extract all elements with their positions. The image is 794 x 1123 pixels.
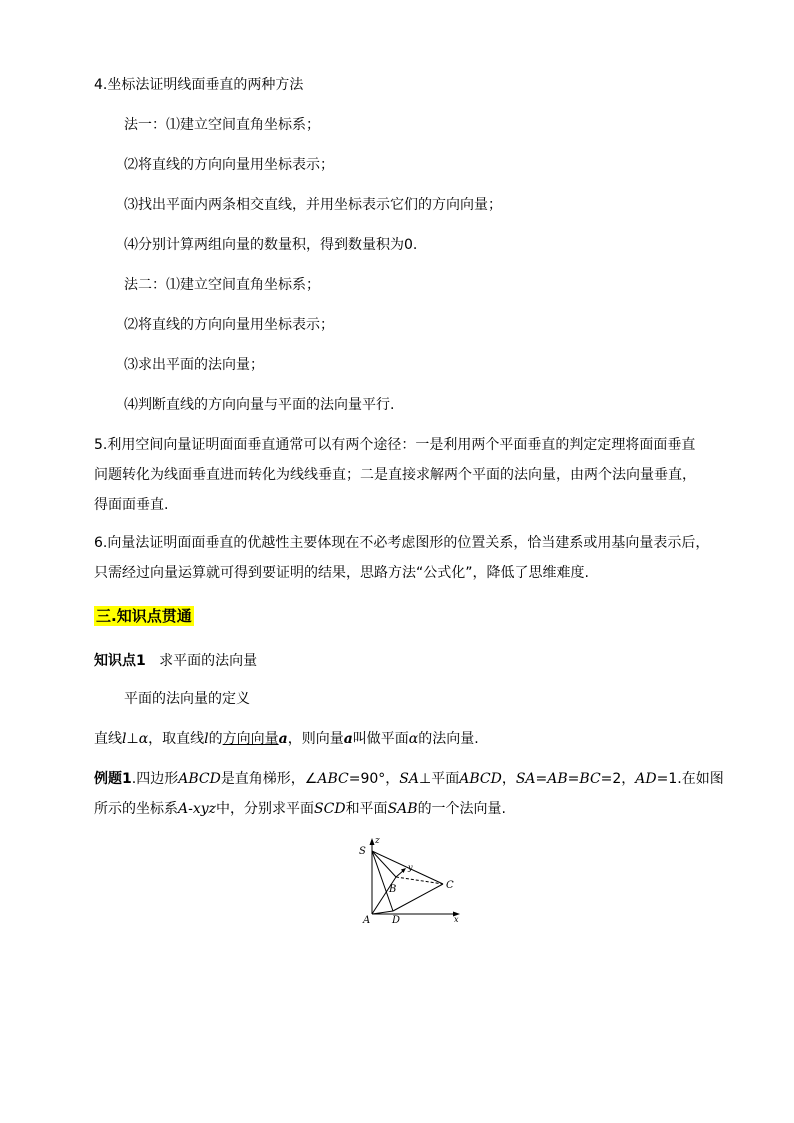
ex-math: BC	[579, 771, 601, 787]
method2-step1: 法二：⑴建立空间直角坐标系；	[124, 277, 320, 293]
z-arrow	[370, 838, 375, 845]
edge-sd	[372, 851, 393, 911]
example1-line1	[94, 770, 724, 788]
ex-math: AD	[635, 771, 657, 787]
ex-math: ABCD	[178, 771, 221, 787]
ex-math: AB	[547, 771, 568, 787]
ex-text: 所示的坐标系	[94, 801, 178, 817]
methods-title: 4.坐标法证明线面垂直的两种方法	[94, 77, 304, 93]
ex-math: SAB	[387, 801, 418, 817]
knowledge-point-1	[94, 652, 714, 670]
method1-step3: ⑶找出平面内两条相交直线，并用坐标表示它们的方向向量；	[124, 197, 502, 213]
item5-line1: 5.利用空间向量证明面面垂直通常可以有两个途径：一是利用两个平面垂直的判定定理将面面垂直	[94, 437, 696, 453]
edge-dc	[393, 884, 443, 911]
label-d: D	[392, 915, 401, 924]
def-text: 的	[208, 731, 223, 747]
ex-math: SCD	[314, 801, 346, 817]
ex-text: ，	[501, 771, 516, 787]
method2-step4: ⑷判断直线的方向向量与平面的法向量平行.	[124, 397, 395, 413]
def-text: 的法向量.	[418, 731, 479, 747]
def-alpha: α	[408, 731, 419, 747]
def-text: 直线	[94, 731, 122, 747]
label-s: S	[359, 846, 366, 857]
definition-title: 平面的法向量的定义	[124, 691, 250, 707]
label-x: x	[454, 915, 459, 924]
definition-text	[94, 730, 714, 748]
def-line-l: l	[204, 731, 209, 747]
ex-text: =2，	[600, 771, 636, 787]
ex-text: =90°，	[348, 771, 400, 787]
item6-line2: 只需经过向量运算就可得到要证明的结果，思路方法“公式化”，降低了思维难度.	[94, 565, 589, 581]
def-underlined: 方向向量	[222, 731, 279, 747]
method2-step2: ⑵将直线的方向向量用坐标表示；	[124, 317, 334, 333]
kp-title: 求平面的法向量	[159, 653, 258, 669]
method1-step4: ⑷分别计算两组向量的数量积，得到数量积为0.	[124, 237, 418, 253]
def-alpha: α	[138, 731, 149, 747]
ex-math: ABCD	[459, 771, 502, 787]
edge-sb	[372, 851, 396, 877]
ex-text: .四边形	[131, 771, 179, 787]
item5-line3: 得面面垂直.	[94, 497, 169, 513]
ex-text: ⊥平面	[419, 771, 460, 787]
label-c: C	[446, 880, 454, 891]
ex-text: 是直角梯形，∠	[220, 771, 318, 787]
def-text: 叫做平面	[352, 731, 409, 747]
ex-text: 和平面	[345, 801, 388, 817]
label-b: B	[389, 884, 397, 895]
example1-line2	[94, 800, 714, 818]
def-line-l: l	[122, 731, 127, 747]
ex-text: =	[535, 771, 548, 787]
label-y: y	[408, 863, 413, 872]
def-vector-a: a	[343, 731, 353, 747]
method1-step2: ⑵将直线的方向向量用坐标表示；	[124, 157, 334, 173]
item6-line1: 6.向量法证明面面垂直的优越性主要体现在不必考虑图形的位置关系，恰当建系或用基向量表示后，	[94, 535, 710, 551]
label-a: A	[363, 915, 371, 924]
item5-line2: 问题转化为线面垂直进而转化为线线垂直；二是直接求解两个平面的法向量，由两个法向量垂直，	[94, 467, 696, 483]
def-text: ，取直线	[148, 731, 205, 747]
method2-step3: ⑶求出平面的法向量；	[124, 357, 264, 373]
def-vector-a: a	[278, 731, 288, 747]
kp-label: 知识点1	[94, 653, 146, 669]
ex-text: =	[567, 771, 580, 787]
def-perp: ⊥	[126, 731, 139, 747]
pyramid-figure	[356, 834, 466, 924]
ex-math: SA	[515, 771, 536, 787]
def-text: ，则向量	[287, 731, 344, 747]
ex-text: 的一个法向量.	[417, 801, 507, 817]
ex-text: 中，分别求平面	[216, 801, 315, 817]
ex-math: SA	[399, 771, 419, 787]
label-z: z	[375, 836, 380, 846]
ex-math: A-xyz	[178, 801, 217, 817]
method1-step1: 法一：⑴建立空间直角坐标系；	[124, 117, 320, 133]
example-label: 例题1	[94, 771, 132, 787]
ex-text: =1.在如图	[656, 771, 724, 787]
ex-math: ABC	[317, 771, 349, 787]
section3-heading: 三.知识点贯通	[96, 607, 192, 625]
